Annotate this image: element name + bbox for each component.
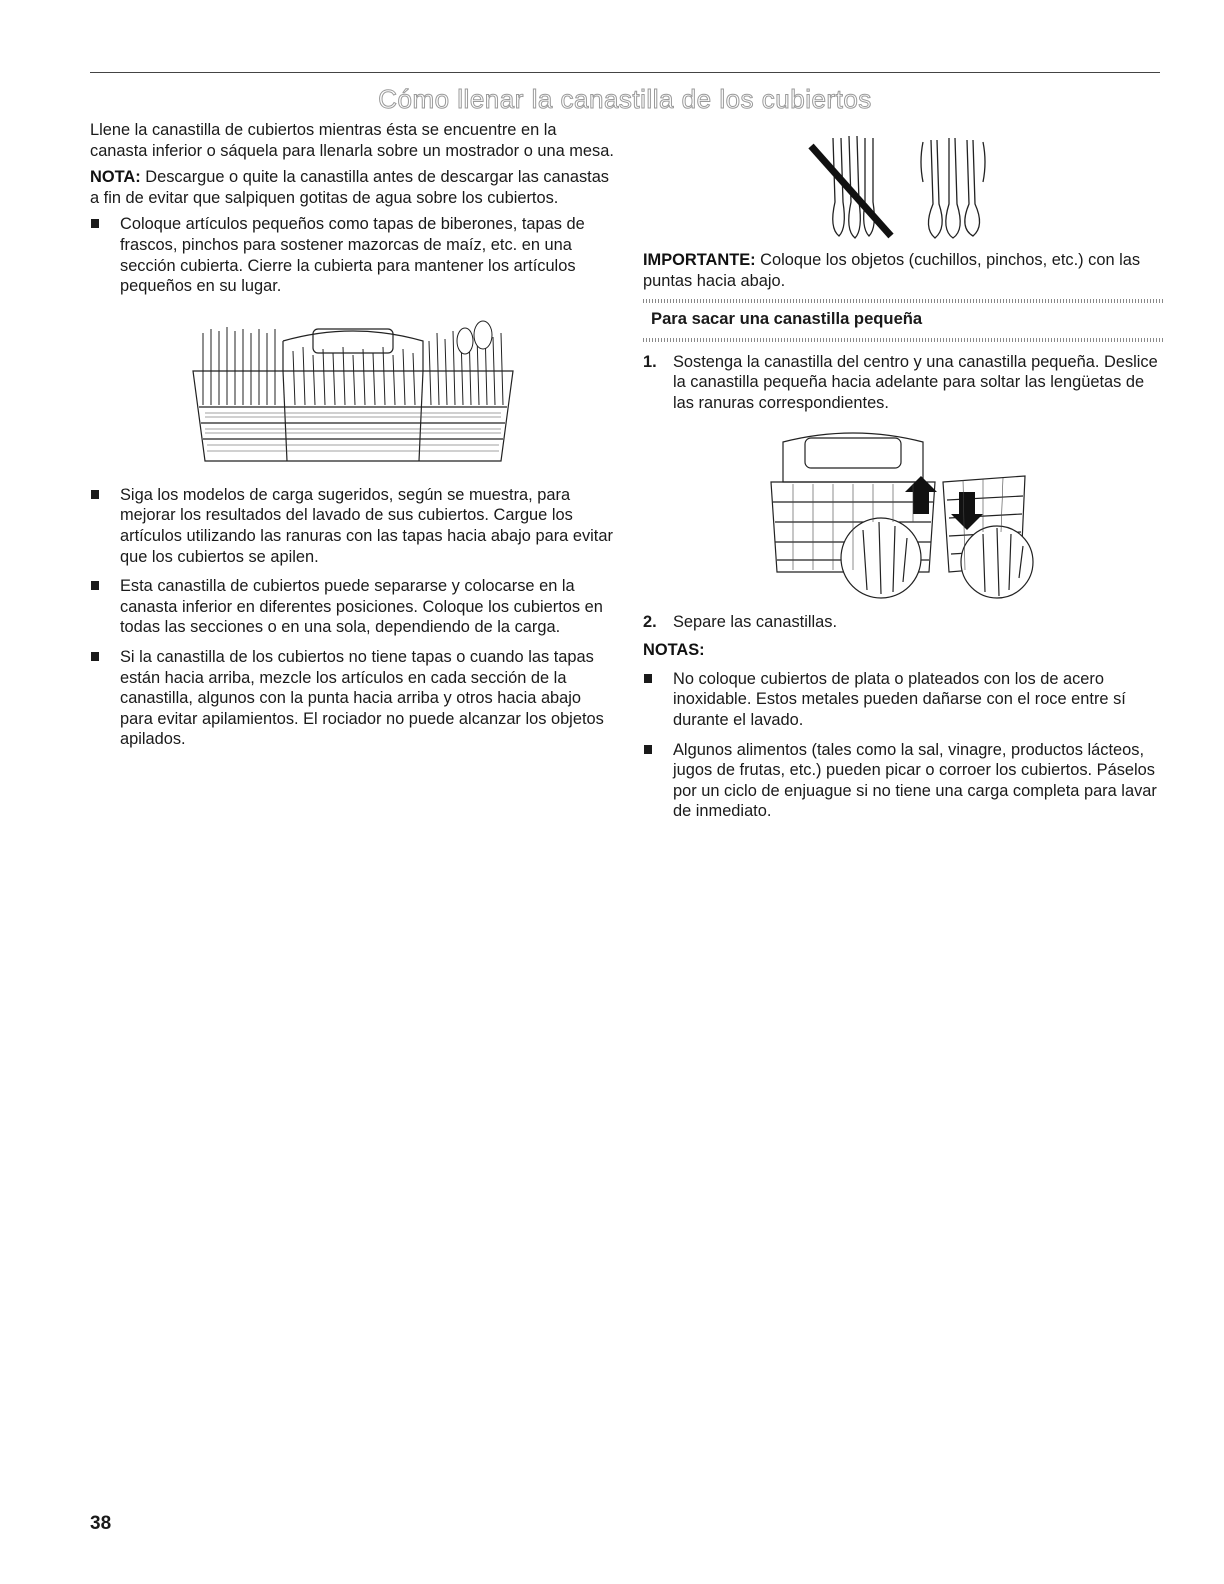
subsection-title: Para sacar una canastilla pequeña xyxy=(651,309,923,329)
subsection-header xyxy=(643,299,1163,342)
important-text: Coloque los objetos (cuchillos, pinchos, etc.) con las puntas hacia abajo. xyxy=(643,251,1141,290)
bullet-list-bottom xyxy=(90,485,615,750)
page-title: Cómo llenar la canastilla de los cubiertos xyxy=(378,84,872,114)
notes-list xyxy=(643,669,1163,822)
list-item: Esta canastilla de cubiertos puede separarse y colocarse en la canasta inferior en diferentes posiciones. Coloque los cubiertos en todas las secciones o en una sola, dependiendo de la carga. xyxy=(90,576,615,638)
list-item: No coloque cubiertos de plata o plateados con los de acero inoxidable. Estos metales pueden dañarse con el roce entre sí durante el lavado. xyxy=(643,669,1163,731)
list-item: Coloque artículos pequeños como tapas de biberones, tapas de frascos, pinchos para sostener mazorcas de maíz, etc. en una sección cubierta. Cierre la cubierta para mantener los artículos pequeños en su lugar. xyxy=(90,214,615,296)
remove-small-basket-illustration xyxy=(763,422,1043,602)
list-item: Algunos alimentos (tales como la sal, vinagre, productos lácteos, jugos de frutas, etc.) pueden picar o corroer los cubiertos. Páselos por un ciclo de enjuague si no tiene una carga completa para lavar de inmediato. xyxy=(643,740,1163,822)
list-item: Si la canastilla de los cubiertos no tiene tapas o cuando las tapas están hacia arriba, mezcle los artículos en cada sección de la canastilla, algunos con la punta hacia arriba y otros hacia abajo para evitar apilamientos. El rociador no puede alcanzar los objetos apilados. xyxy=(90,647,615,750)
bullet-list-top xyxy=(90,214,615,296)
top-rule xyxy=(90,72,1160,73)
list-item xyxy=(643,352,1163,414)
steps-list xyxy=(643,352,1163,414)
step-number: 1. xyxy=(643,352,657,371)
note-paragraph xyxy=(90,167,615,208)
list-item: Siga los modelos de carga sugeridos, según se muestra, para mejorar los resultados del lavado de sus cubiertos. Cargue los artículos utilizando las ranuras con las tapas hacia abajo para evitar que los cubiertos se apilen. xyxy=(90,485,615,567)
note-label: NOTA: xyxy=(90,168,141,187)
knives-points-down-illustration xyxy=(793,132,1013,242)
left-column xyxy=(90,120,615,759)
important-label: IMPORTANTE: xyxy=(643,251,756,269)
list-item xyxy=(643,612,1163,633)
intro-paragraph: Llene la canastilla de cubiertos mientras ésta se encuentre en la canasta inferior o sáquela para llenarla sobre un mostrador o una mesa. xyxy=(90,121,614,160)
important-paragraph xyxy=(643,250,1163,291)
page-number: 38 xyxy=(90,1513,112,1534)
notes-label: NOTAS: xyxy=(643,641,705,660)
step-number: 2. xyxy=(643,612,657,631)
step-text: Sostenga la canastilla del centro y una canastilla pequeña. Deslice la canastilla pequeña hacia adelante para soltar las lengüetas de las ranuras correspondientes. xyxy=(673,352,1158,412)
step-text: Separe las canastillas. xyxy=(673,612,837,631)
steps-list-continued xyxy=(643,612,1163,633)
note-text: Descargue o quite la canastilla antes de descargar las canastas a fin de evitar que salpiquen gotitas de agua sobre los cubiertos. xyxy=(90,168,610,207)
silverware-basket-illustration xyxy=(183,311,523,471)
right-column xyxy=(643,132,1163,831)
dotted-rule-bottom xyxy=(643,338,1163,342)
dotted-rule-top xyxy=(643,299,1163,303)
